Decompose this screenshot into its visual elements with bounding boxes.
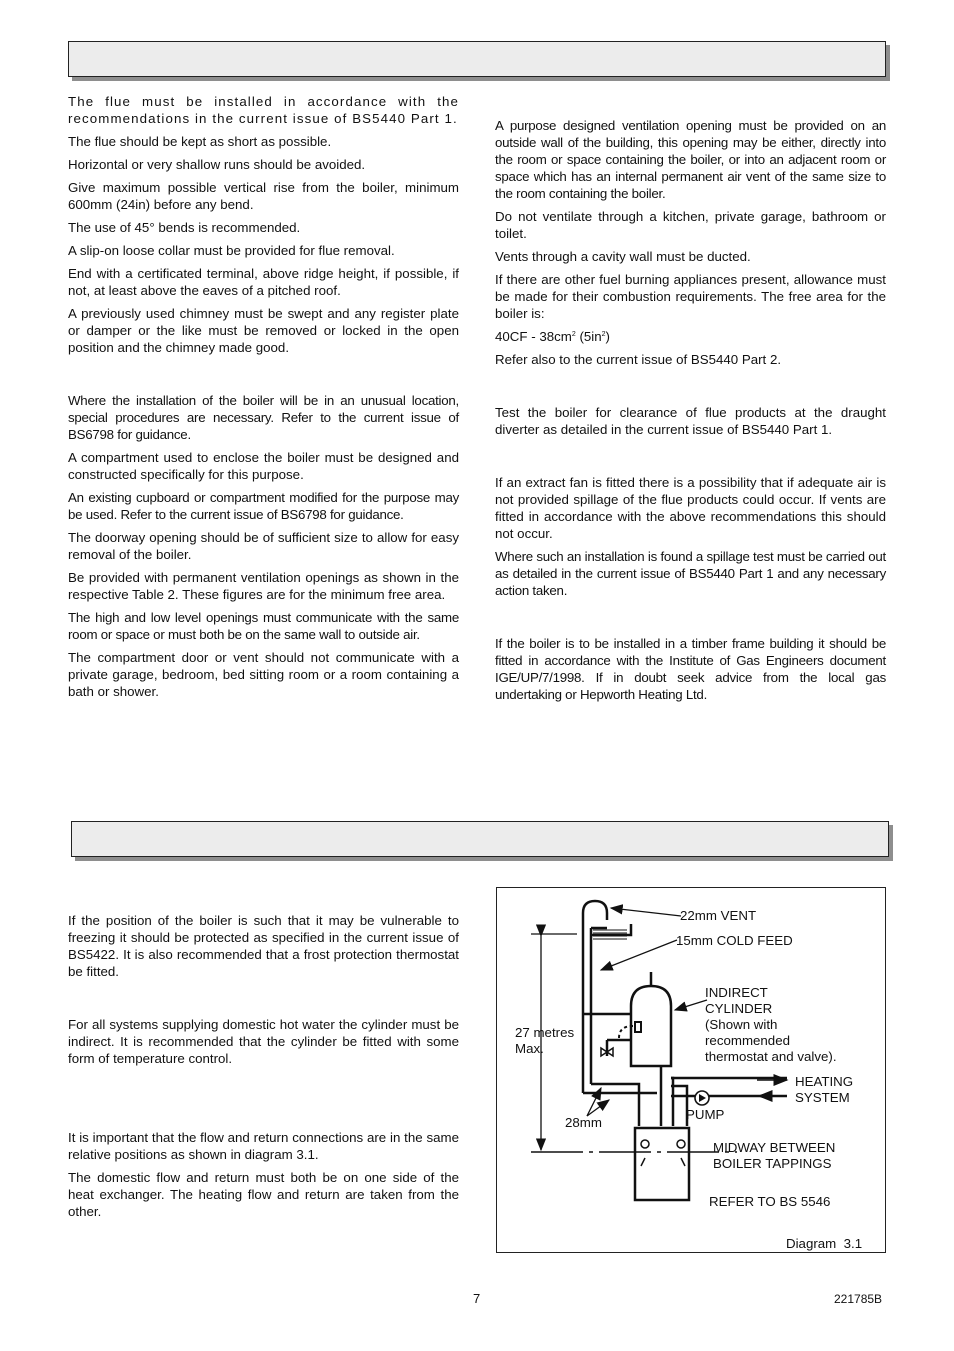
- document-code: 221785B: [834, 1292, 883, 1306]
- right-column-top: [495, 117, 886, 709]
- paragraph: Test the boiler for clearance of flue products at the draught diverter as detailed in the current issue of BS5440 Part 1.: [495, 405, 886, 437]
- paragraph: Vents through a cavity wall must be ducted.: [495, 249, 751, 264]
- paragraph: Horizontal or very shallow runs should be avoided.: [68, 157, 366, 172]
- paragraph: The domestic flow and return must both be on one side of the heat exchanger. The heating flow and return are taken from the other.: [68, 1170, 459, 1219]
- paragraph: A compartment used to enclose the boiler must be designed and constructed specifically for this purpose.: [68, 450, 459, 482]
- heating-system-label: HEATING SYSTEM: [795, 1074, 854, 1105]
- paragraph: If the position of the boiler is such that it may be vulnerable to freezing it should be protected as specified in the current issue of BS5422. It is also recommended that a frost protection thermostat be fitted.: [68, 913, 459, 979]
- free-area-value: $40CF - 38cm^2$ $(5in^2)$: [495, 329, 610, 344]
- paragraph: If an extract fan is fitted there is a possibility that if adequate air is not provided spillage of the flue products could occur. If vents are fitted in accordance with the above recommendations this should not occur.: [495, 475, 886, 541]
- paragraph: The doorway opening should be of sufficient size to allow for easy removal of the boiler.: [68, 530, 459, 562]
- pipe-size-label: 28mm: [565, 1115, 602, 1130]
- section-header-bar-top: [68, 41, 886, 77]
- paragraph: If there are other fuel burning appliances present, allowance must be made for their combustion requirements. The free area for the boiler is:: [495, 272, 886, 321]
- paragraph: For all systems supplying domestic hot water the cylinder must be indirect. It is recommended that the cylinder be fitted with some form of temperature control.: [68, 1017, 459, 1066]
- diagram-caption: Diagram 3.1: [786, 1236, 863, 1251]
- paragraph: Where the installation of the boiler will be in an unusual location, special procedures are necessary. Refer to the current issue of BS6798 for guidance.: [68, 393, 459, 442]
- paragraph: A purpose designed ventilation opening must be provided on an outside wall of the building, this opening may be either, directly into the room or space containing the boiler, or into an adjacent room or space which has an internal permanent air vent of the same size to the room containing the boiler.: [495, 118, 886, 201]
- pump-label: PUMP: [686, 1107, 725, 1122]
- plumbing-diagram: [496, 887, 886, 1253]
- paragraph: Where such an installation is found a spillage test must be carried out as detailed in the current issue of BS5440 Part 1 and any necessary action taken.: [495, 549, 886, 598]
- paragraph: Be provided with permanent ventilation openings as shown in the respective Table 2. These figures are for the minimum free area.: [68, 570, 459, 602]
- paragraph: If the boiler is to be installed in a timber frame building it should be fitted in accordance with the Institute of Gas Engineers document IGE/UP/7/1998. If in doubt seek advice from the local gas undertaking or Hepworth Heating Ltd.: [495, 636, 886, 702]
- left-column-bottom: [68, 912, 459, 1226]
- paragraph: End with a certificated terminal, above ridge height, if possible, if not, at least above the eaves of a pitched roof.: [68, 266, 459, 298]
- section-header-bar-bottom: [71, 821, 889, 857]
- paragraph: Give maximum possible vertical rise from the boiler, minimum 600mm (24in) before any bend.: [68, 180, 459, 212]
- vent-label: 22mm VENT: [680, 908, 757, 923]
- refer-label: REFER TO BS 5546: [709, 1194, 831, 1209]
- left-column-top: [68, 93, 459, 706]
- paragraph: The compartment door or vent should not communicate with a private garage, bedroom, bed sitting room or a room containing a bath or shower.: [68, 650, 459, 699]
- paragraph: A slip-on loose collar must be provided for flue removal.: [68, 243, 395, 258]
- cold-feed-label: 15mm COLD FEED: [676, 933, 793, 948]
- cylinder-label: INDIRECT CYLINDER (Shown with recommended thermostat and valve).: [705, 985, 837, 1064]
- height-label: 27 metres Max.: [515, 1025, 575, 1056]
- paragraph: An existing cupboard or compartment modified for the purpose may be used. Refer to the current issue of BS6798 for guidance.: [68, 490, 459, 522]
- paragraph: The high and low level openings must communicate with the same room or space or must both be on the same wall to outside air.: [68, 610, 459, 642]
- paragraph: The flue must be installed in accordance with the recommendations in the current issue of BS5440 Part 1.: [68, 94, 459, 126]
- midway-label: MIDWAY BETWEEN BOILER TAPPINGS: [713, 1140, 836, 1171]
- page-number: 7: [473, 1291, 481, 1306]
- paragraph: The use of 45° bends is recommended.: [68, 220, 301, 235]
- paragraph: A previously used chimney must be swept and any register plate or damper or the like must be removed or locked in the open position and the chimney made good.: [68, 306, 459, 355]
- paragraph: Refer also to the current issue of BS5440 Part 2.: [495, 352, 782, 367]
- paragraph: Do not ventilate through a kitchen, private garage, bathroom or toilet.: [495, 209, 886, 241]
- paragraph: It is important that the flow and return connections are in the same relative positions as shown in diagram 3.1.: [68, 1130, 459, 1162]
- paragraph: The flue should be kept as short as possible.: [68, 134, 332, 149]
